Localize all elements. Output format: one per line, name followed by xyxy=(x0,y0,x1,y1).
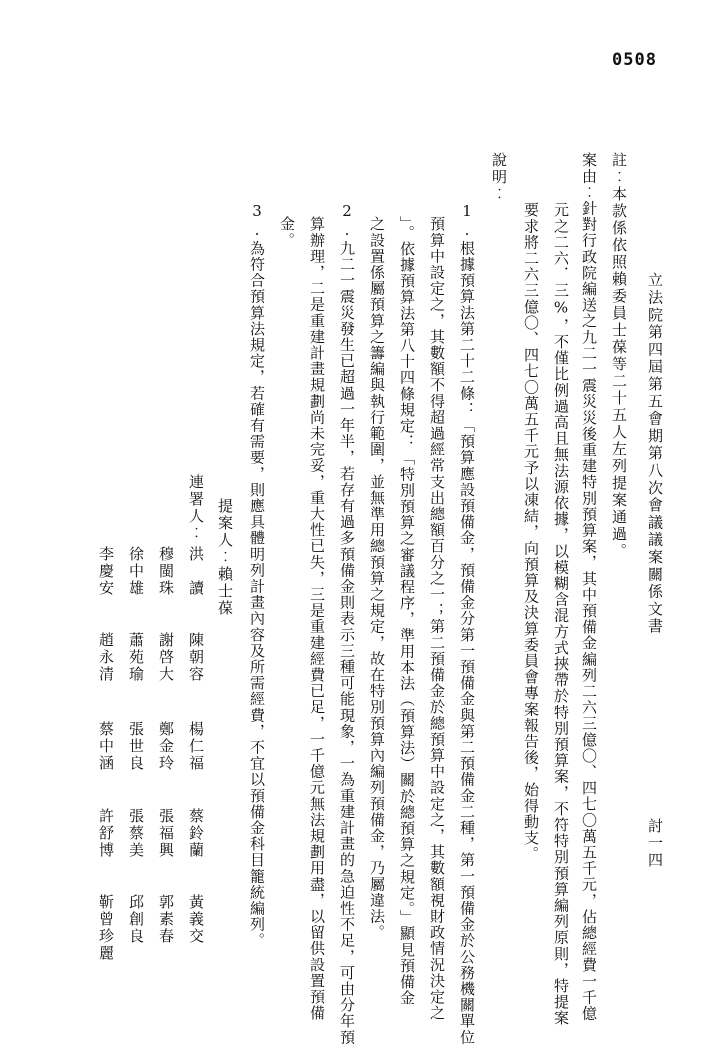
page-number: 0508 xyxy=(612,50,657,70)
document-header-title: 立法院第四屆第五會期第八次會議議案關係文書 xyxy=(646,272,664,636)
cosigner-name: 靳曾珍麗 xyxy=(97,894,115,962)
proposer-name: 賴士葆 xyxy=(216,566,234,617)
case-reason-line-1: 案由︰針對行政院編送之九二一震災災後重建特別預算案，其中預備金編列二六三億〇、四七〇萬五千元，佔總經費一千億 xyxy=(580,152,598,1022)
cosigner-name: 張福興 xyxy=(157,808,175,859)
proposer-label: 提案人︰ xyxy=(216,498,234,566)
cosigner-name: 邱創良 xyxy=(127,894,145,945)
cosigner-name: 張蔡美 xyxy=(127,808,145,859)
cosigner-name: 洪 讀 xyxy=(187,546,205,597)
note-line: 註︰本款係依照賴委員士葆等二十五人左列提案通過。 xyxy=(610,152,628,560)
explanation-item-1-line-1: 1.根據預算法第二十二條：「預算應設預備金，預備金分第一預備金與第二預備金二種，第一預備金於公務機關單位 xyxy=(458,202,476,1045)
explanation-item-1-line-4: 之設置係屬預算之籌編與執行範圍，並無準用總預算之規定，故在特別預算內編列預備金，乃屬違法。 xyxy=(368,216,386,941)
case-reason-line-2: 元之二六．三%，不僅比例過高且無法源依據，以模糊含混方式挾帶於特別預算案，不符特別預算編列原則，特提案 xyxy=(552,202,570,1027)
cosigner-label: 連署人︰ xyxy=(187,474,205,542)
cosigner-name: 黃義交 xyxy=(187,894,205,945)
cosigner-name: 楊仁福 xyxy=(187,721,205,772)
explanation-item-2-line-1: 2.九二一震災發生已超過一年半，若存有過多預備金則表示三種可能現象，一為重建計畫的急迫性不足，可由分年預 xyxy=(338,202,356,1045)
cosigner-name: 蕭苑瑜 xyxy=(127,632,145,683)
cosigner-name: 張世良 xyxy=(127,721,145,772)
explanation-item-2-line-3: 金。 xyxy=(278,216,296,249)
cosigner-name: 徐中雄 xyxy=(127,546,145,597)
cosigner-name: 李慶安 xyxy=(97,546,115,597)
cosigner-name: 趙永清 xyxy=(97,632,115,683)
cosigner-name: 穆閩珠 xyxy=(157,546,175,597)
case-reason-line-3: 要求將二六三億〇、四七〇萬五千元予以凍結，向預算及決算委員會專案報告後，始得動支。 xyxy=(522,202,540,863)
cosigner-name: 蔡中涵 xyxy=(97,721,115,772)
explanation-label: 說明︰ xyxy=(490,152,508,203)
cosigner-name: 陳朝容 xyxy=(187,632,205,683)
cosigner-name: 謝啓大 xyxy=(157,632,175,683)
cosigner-name: 郭素春 xyxy=(157,894,175,945)
cosigner-name: 許舒博 xyxy=(97,808,115,859)
document-header-code: 討一四 xyxy=(646,818,664,869)
cosigner-name: 蔡鈴蘭 xyxy=(187,808,205,859)
explanation-item-3: 3.為符合預算法規定，若確有需要，則應具體明列計畫內容及所需經費，不宜以預備金科目籠統編列。 xyxy=(248,202,266,949)
explanation-item-1-line-3: 」。依據預算法第八十四條規定：「特別預算之審議程序，準用本法（預算法）關於總預算之規定。」顯見預備金 xyxy=(398,216,416,1006)
explanation-item-1-line-2: 預算中設定之，其數額不得超過經常支出總額百分之一；第二預備金於總預算中設定之，其數額視財政情況決定之 xyxy=(428,216,446,1021)
cosigner-name: 鄭金玲 xyxy=(157,721,175,772)
explanation-item-2-line-2: 算辦理，二是重建計畫規劃尚未完妥，重大性已失，三是重建經費已足，一千億元無法規劃用盡，以留供設置預備 xyxy=(308,216,326,1021)
